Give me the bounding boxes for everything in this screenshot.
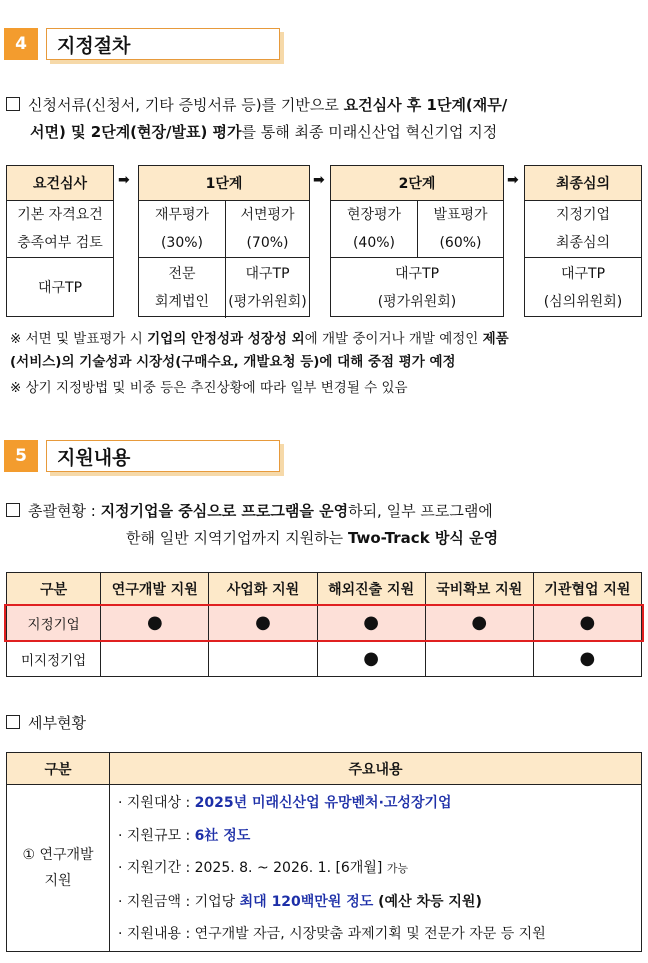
- arrow-right-icon: ➡: [507, 172, 519, 188]
- square-bullet-icon: [6, 97, 20, 111]
- section4-title: 지정절차: [46, 28, 280, 60]
- section4-header: [4, 28, 280, 60]
- list-item: · 지원규모 : 6社 정도: [118, 827, 251, 844]
- flow-step-head: 요건심사: [7, 166, 113, 201]
- detail-table: [6, 752, 642, 952]
- section4-number: 4: [4, 28, 38, 60]
- flow-step-final: 최종심의 지정기업 최종심의 대구TP (심의위원회): [524, 165, 642, 317]
- square-bullet-icon: [6, 503, 20, 517]
- table-row: 미지정기업 ● ●: [7, 641, 642, 677]
- support-table-header: 구분 연구개발 지원 사업화 지원 해외진출 지원 국비확보 지원 기관협업 지원: [7, 573, 642, 605]
- detail-heading: 세부현황: [6, 710, 642, 737]
- section4-note2: ※ 상기 지정방법 및 비중 등은 추진상황에 따라 일부 변경될 수 있음: [10, 380, 408, 396]
- table-row: 지정기업 ● ● ● ● ●: [7, 605, 642, 641]
- flow-step-stage2: 2단계 현장평가 (40%) 발표평가 (60%) 대구TP (평가위원회): [330, 165, 504, 317]
- highlight-box: [4, 604, 644, 642]
- list-item: · 지원대상 : 2025년 미래신산업 유망벤처·고성장기업: [118, 795, 452, 811]
- detail-items: [110, 785, 642, 952]
- flow-step-stage1: 1단계 재무평가 (30%) 서면평가 (70%) 전문 회계법인 대구TP (평가위원회): [138, 165, 310, 317]
- arrow-right-icon: ➡: [313, 172, 325, 188]
- section5-title: 지원내용: [46, 440, 280, 472]
- list-item: · 지원기간 : 2025. 8. ~ 2026. 1. [6개월] 가능: [118, 860, 409, 876]
- section5-header: [4, 440, 280, 472]
- arrow-right-icon: ➡: [118, 172, 130, 188]
- detail-table-header: 구분 주요내용: [7, 753, 642, 785]
- section5-number: 5: [4, 440, 38, 472]
- square-bullet-icon: [6, 715, 20, 729]
- list-item: · 지원내용 : 연구개발 자금, 시장맞춤 과제기획 및 전문가 자문 등 지원: [118, 926, 546, 942]
- table-row: ① 연구개발 지원 · 지원대상 : 2025년 미래신산업 유망벤처·고성장기업 · 지원규모 : 6社 정도 · 지원기간 : 2025. 8. ~ 2026. 1. [6개월] 가능 · 지원금액 : 기업당 최대 120백만원 정도 (예산 차등 지원) · 지원내용 : 연구개발 자금, 시장맞춤 과제기획 및 전문가 자문 등 지원: [7, 785, 642, 952]
- flow-step-requirements: 요건심사 기본 자격요건 충족여부 검토 대구TP: [6, 165, 114, 317]
- section4-intro: 신청서류(신청서, 기타 증빙서류 등)를 기반으로 요건심사 후 1단계(재무/ 서면) 및 2단계(현장/발표) 평가를 통해 최종 미래신산업 혁신기업 지정: [6, 92, 642, 146]
- list-item: · 지원금액 : 기업당 최대 120백만원 정도 (예산 차등 지원): [118, 893, 482, 910]
- section4-note1: ※ 서면 및 발표평가 시 기업의 안정성과 성장성 외에 개발 중이거나 개발 예정인 제품 (서비스)의 기술성과 시장성(구매수요, 개발요청 등)에 대해 중점 평가 예정: [10, 331, 509, 370]
- section5-summary: 총괄현황 : 지정기업을 중심으로 프로그램을 운영하되, 일부 프로그램에 한해 일반 지역기업까지 지원하는 Two-Track 방식 운영: [6, 498, 642, 552]
